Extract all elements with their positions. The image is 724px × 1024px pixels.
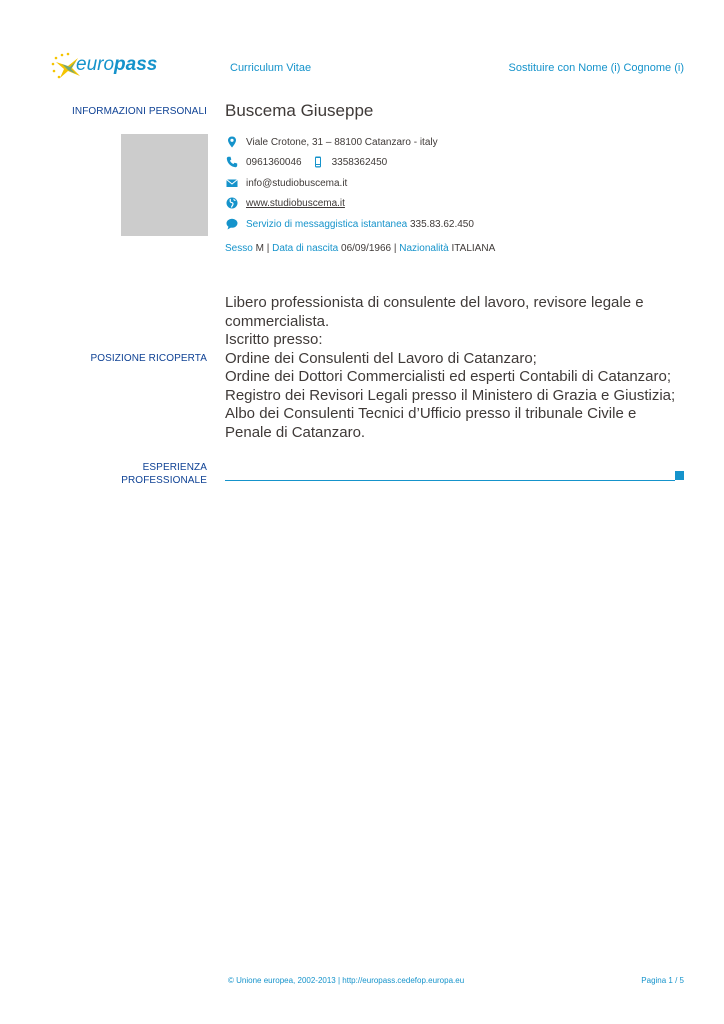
position-line: Iscritto presso: [225,331,323,348]
phone-icon [226,156,238,168]
mobile-number[interactable]: 3358362450 [331,156,388,168]
messaging-value: 335.83.62.450 [409,218,474,230]
position-line: Libero professionista di consulente del lavoro, revisore legale e [225,294,644,311]
website-link[interactable]: www.studiobuscema.it [246,197,345,209]
position-line: commercialista. [225,312,330,330]
section-divider-square [675,471,684,480]
birth-label: Data di nascita [272,243,339,254]
position-line: Ordine dei Dottori Commercialisti ed esperti Contabili di Catanzaro; [225,368,672,385]
chat-bubble-icon [226,218,238,230]
location-pin-icon [226,136,238,148]
messaging-label: Servizio di messaggistica istantanea [246,218,408,230]
footer-copyright[interactable]: © Unione europea, 2002-2013 | http://europass.cedefop.europa.eu [228,976,465,985]
footer-page-number: Pagina 1 / 5 [641,976,684,985]
logo-wordmark [76,54,157,76]
mobile-phone-icon [312,156,324,168]
position-line: Registro dei Revisori Legali presso il Ministero di Grazia e Giustizia; [225,386,676,404]
sex-label: Sesso [225,243,253,254]
full-name: Buscema Giuseppe [225,101,374,120]
position-line: Albo dei Consulenti Tecnici d’Ufficio presso il tribunale Civile e [225,405,637,422]
experience-label-line1: ESPERIENZA [142,462,207,473]
website-row [226,197,345,209]
sex-value: M [255,243,264,254]
nationality-label: Nazionalità [399,243,449,254]
section-divider [225,480,675,481]
phone-number[interactable]: 0961360046 [246,156,302,168]
address-row [226,136,438,148]
messaging-row [226,218,474,230]
birth-value: 06/09/1966 [341,243,392,254]
envelope-icon [226,177,238,189]
phone-row [226,156,387,168]
logo-suffix: pass [114,54,158,75]
name-placeholder: Sostituire con Nome (i) Cognome (i) [508,62,684,74]
separator: | [393,243,397,254]
separator: | [266,243,270,254]
globe-icon [226,197,238,209]
europass-logo [50,50,160,84]
doc-title: Curriculum Vitae [230,62,312,74]
experience-label [7,461,207,487]
personal-details-line [225,243,495,254]
experience-label-line2: PROFESSIONALE [121,475,207,486]
nationality-value: ITALIANA [451,243,496,254]
photo-placeholder [121,134,208,236]
email-row [226,177,347,189]
email-text[interactable]: info@studiobuscema.it [246,177,348,189]
logo-prefix: euro [76,54,115,75]
position-line: Ordine dei Consulenti del Lavoro di Catanzaro; [225,349,537,367]
position-label: POSIZIONE RICOPERTA [90,353,207,364]
position-text [225,294,695,442]
address-text: Viale Crotone, 31 – 88100 Catanzaro - italy [246,136,438,148]
position-line: Penale di Catanzaro. [225,423,366,441]
personal-info-label: INFORMAZIONI PERSONALI [72,106,207,117]
